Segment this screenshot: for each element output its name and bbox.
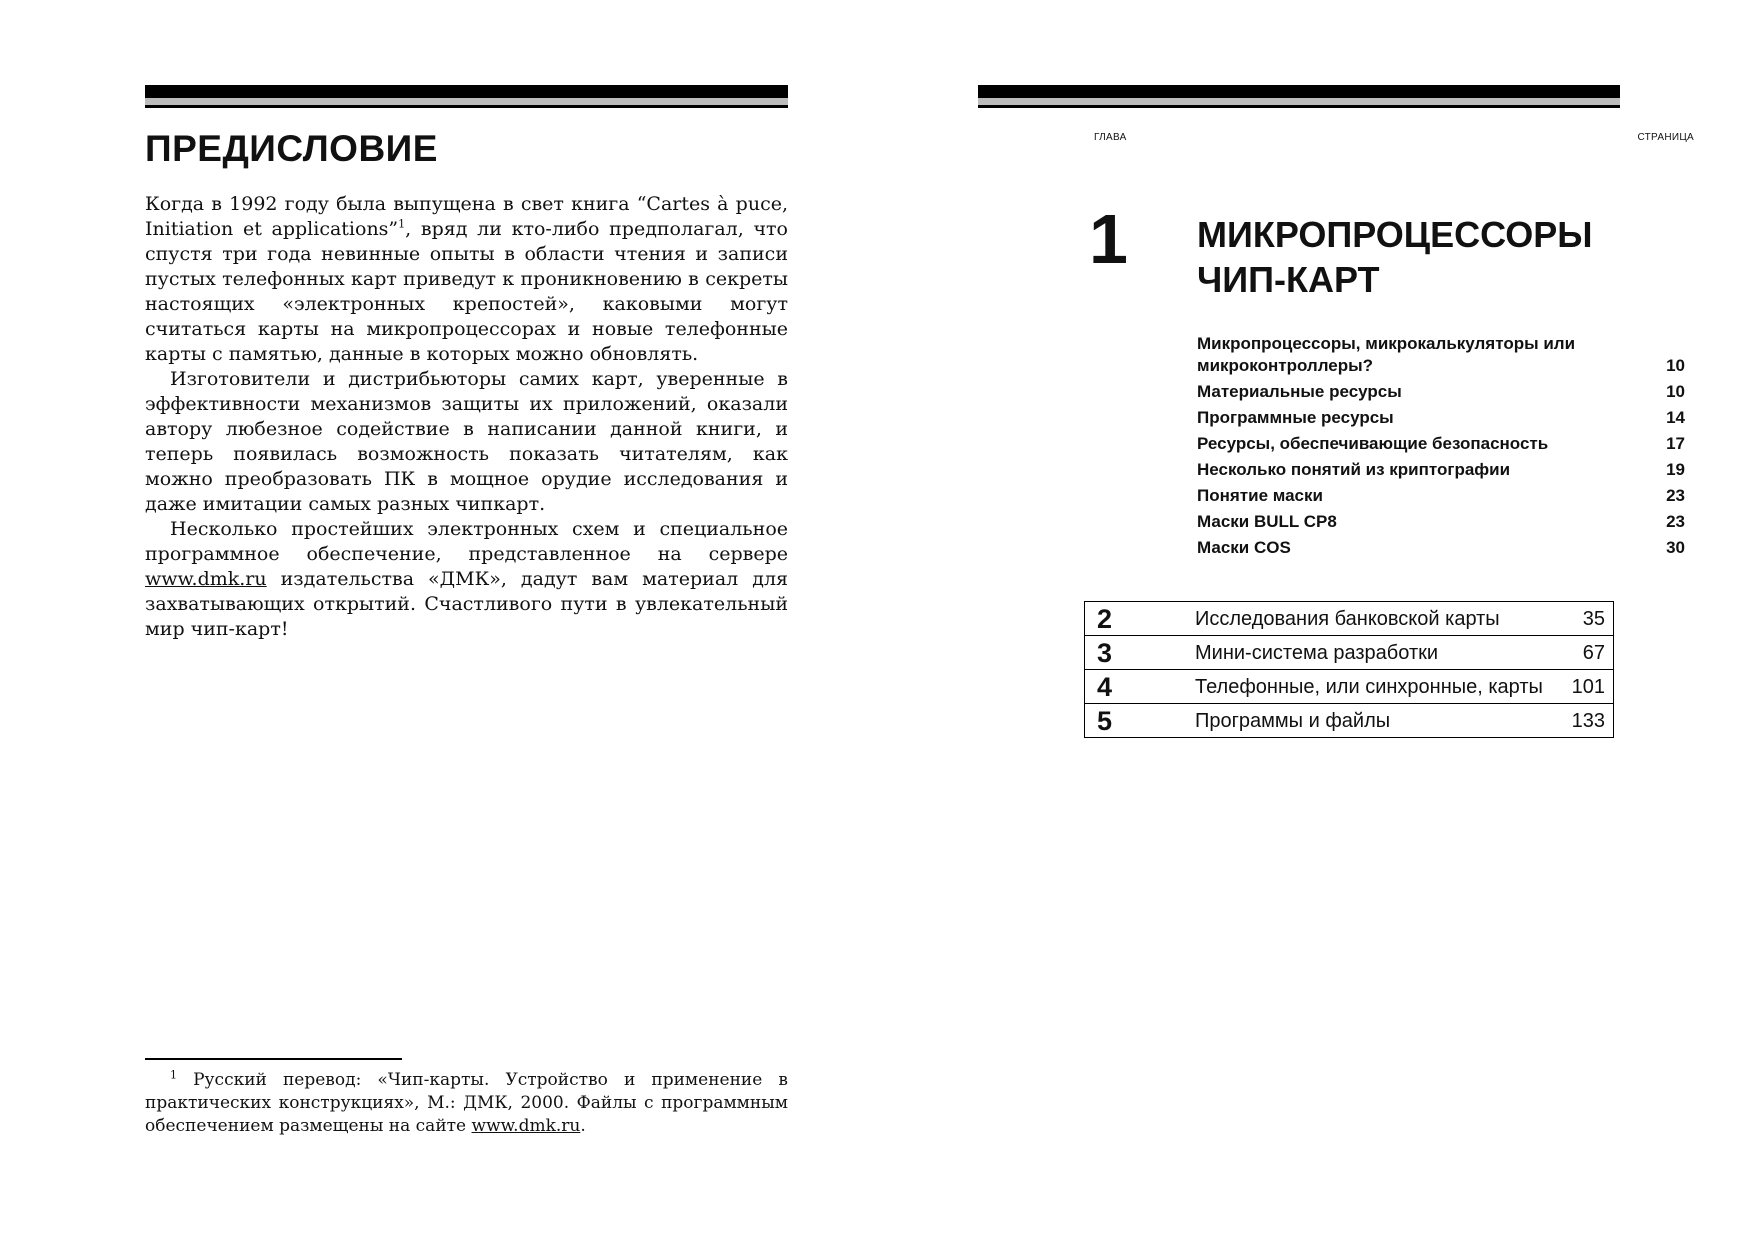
toc-entry[interactable]: [1197, 485, 1685, 511]
toc-entry-page: 10: [1666, 382, 1685, 401]
preface-paragraph-3: [145, 517, 788, 642]
chapter-row[interactable]: [1085, 635, 1613, 669]
chapter-title-line-1: МИКРОПРОЦЕССОРЫ: [1197, 214, 1593, 255]
footnote: [145, 1069, 788, 1138]
paragraph-text: , вряд ли кто-либо предполагал, что спустя три года невинные опыты в области чтения и записи пустых телефонных карт приведут к проникновению в секреты настоящих «электронных крепостей», каковыми могут считаться карты на микропроцессорах и новые телефонные карты с памятью, данные в которых можно обновлять.: [145, 218, 788, 365]
chapter-row-page: 67: [1582, 642, 1605, 664]
footnote-text-end: .: [580, 1116, 586, 1136]
footnote-mark: 1: [170, 1068, 177, 1082]
paragraph-text: издательства «ДМК», дадут вам материал для захватывающих открытий. Счастливого пути в увлекательный мир чип-карт!: [145, 568, 788, 640]
toc-entry-page: 19: [1666, 460, 1685, 479]
toc-entry-title: Понятие маски: [1197, 486, 1323, 505]
page-label: СТРАНИЦА: [1637, 132, 1694, 143]
chapter-row-title: Программы и файлы: [1195, 710, 1391, 732]
chapter-row-number: 4: [1097, 672, 1113, 702]
right-page: [877, 0, 1755, 1240]
chapter-row-title: Исследования банковской карты: [1195, 608, 1500, 630]
chapter-row-title: Мини-система разработки: [1195, 642, 1439, 664]
chapter-row[interactable]: [1085, 669, 1613, 703]
preface-paragraph-1: [145, 192, 788, 367]
chapter-table: [1084, 601, 1614, 738]
header-bar-thin: [978, 105, 1620, 108]
header-bar-gray: [978, 98, 1620, 105]
footnote-ref[interactable]: 1: [398, 217, 406, 231]
toc-entry-page: 17: [1666, 434, 1685, 453]
toc-entry-title: Маски BULL CP8: [1197, 512, 1337, 531]
toc-entry[interactable]: [1197, 407, 1685, 433]
chapter-title-line-2: ЧИП-КАРТ: [1197, 259, 1380, 300]
dmk-link[interactable]: www.dmk.ru: [145, 568, 267, 590]
left-page: [0, 0, 877, 1240]
toc-entry[interactable]: [1197, 537, 1685, 563]
toc-entry-title: Программные ресурсы: [1197, 408, 1394, 427]
chapter-row-number: 5: [1097, 706, 1113, 736]
chapter-row-number: 2: [1097, 604, 1113, 634]
chapter-row[interactable]: [1085, 703, 1613, 737]
chapter-row-number: 3: [1097, 638, 1113, 668]
chapter-row[interactable]: [1085, 602, 1613, 635]
preface-title: ПРЕДИСЛОВИЕ: [145, 128, 438, 169]
toc-entry-page: 23: [1666, 512, 1685, 531]
section-toc: [1197, 333, 1685, 563]
chapter-title: [1197, 212, 1617, 302]
header-bar-thin: [145, 105, 788, 108]
toc-entry-page: 14: [1666, 408, 1685, 427]
paragraph-text: Несколько простейших электронных схем и специальное программное обеспечение, представленное на сервере: [145, 518, 788, 565]
footnote-rule: [145, 1058, 402, 1060]
toc-entry[interactable]: [1197, 333, 1685, 381]
chapter-row-title: Телефонные, или синхронные, карты: [1195, 676, 1543, 698]
toc-entry-title: Маски COS: [1197, 538, 1291, 557]
toc-entry-title: Несколько понятий из криптографии: [1197, 460, 1511, 479]
header-bar-gray: [145, 98, 788, 105]
toc-entry-page: 23: [1666, 486, 1685, 505]
toc-entry[interactable]: [1197, 381, 1685, 407]
header-bar: [978, 85, 1620, 98]
toc-entry[interactable]: [1197, 433, 1685, 459]
header-bar: [145, 85, 788, 98]
chapter-number: 1: [1089, 200, 1128, 278]
toc-entry-page: 10: [1666, 356, 1685, 375]
toc-entry-title: Ресурсы, обеспечивающие безопасность: [1197, 434, 1549, 453]
paragraph-text: Когда в 1992 году была выпущена в свет книга “Cartes à puce, Initiation et applications”: [145, 193, 788, 240]
chapter-row-page: 35: [1582, 608, 1605, 630]
toc-entry-title: Материальные ресурсы: [1197, 382, 1402, 401]
footnote-text: Русский перевод: «Чип-карты. Устройство и применение в практических конструкциях», М.: ДМК, 2000. Файлы с программным обеспечением размещены на сайте: [145, 1070, 788, 1136]
preface-paragraph-2: Изготовители и дистрибьюторы самих карт, уверенные в эффективности механизмов защиты их приложений, оказали автору любезное содействие в написании данной книги, и теперь появилась возможность показать читателям, как можно преобразовать ПК в мощное орудие исследования и даже имитации самых разных чипкарт.: [145, 368, 788, 515]
toc-entry-title: Микропроцессоры, микрокалькуляторы или микроконтроллеры?: [1197, 334, 1576, 375]
footnote-dmk-link[interactable]: www.dmk.ru: [471, 1116, 581, 1136]
toc-entry[interactable]: [1197, 459, 1685, 485]
chapter-row-page: 133: [1571, 710, 1605, 732]
chapter-label: ГЛАВА: [1094, 132, 1127, 143]
toc-entry[interactable]: [1197, 511, 1685, 537]
chapter-row-page: 101: [1571, 676, 1605, 698]
toc-entry-page: 30: [1666, 538, 1685, 557]
preface-body: [145, 192, 788, 642]
